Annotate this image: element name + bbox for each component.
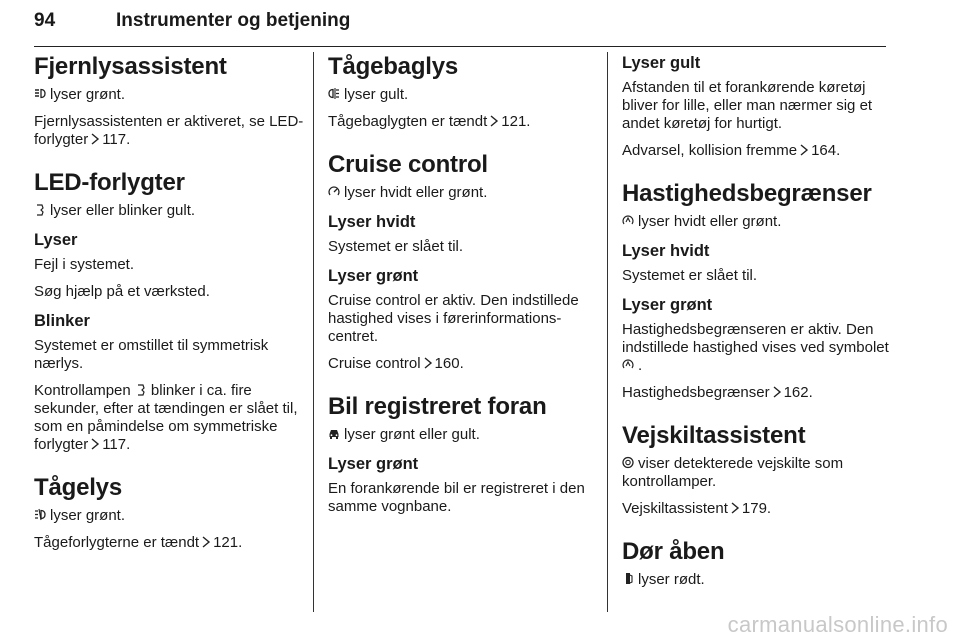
status-line: lyser hvidt eller grønt. xyxy=(622,213,892,231)
running-title: Instrumenter og betjening xyxy=(116,10,351,31)
status-line: lyser rødt. xyxy=(622,571,892,589)
status-line: lyser eller blinker gult. xyxy=(34,202,306,220)
paragraph: Systemet er slået til. xyxy=(328,238,464,255)
page-ref: 121. xyxy=(501,113,531,130)
section-title: Hastighedsbegrænser xyxy=(622,180,872,207)
paragraph: Kontrollampen blinker i ca. fire sekunder, efter at tændingen er slået til, som en påmindelse om symmetriske forlygter 117. xyxy=(34,382,298,453)
paragraph: Advarsel, kollision fremme 164. xyxy=(622,142,841,159)
status-line: lyser gult. xyxy=(328,86,600,104)
column-left xyxy=(34,52,306,561)
paragraph: Cruise control er aktiv. Den indstillede hastighed vises i førerinformations-centret. xyxy=(328,292,579,345)
page-ref-icon xyxy=(730,502,740,514)
led-headlight-icon xyxy=(34,203,46,216)
subheading: Lyser hvidt xyxy=(622,242,710,260)
page-ref-icon xyxy=(90,133,100,145)
column-right xyxy=(622,52,892,598)
rear-fog-light-icon xyxy=(328,87,340,100)
paragraph: Tågebaglygten er tændt 121. xyxy=(328,113,531,130)
subheading: Lyser xyxy=(34,231,78,249)
paragraph: Tågeforlygterne er tændt 121. xyxy=(34,534,243,551)
paragraph: Hastighedsbegrænseren er aktiv. Den indstillede hastighed vises ved symbolet . xyxy=(622,321,889,374)
high-beam-assist-icon xyxy=(34,87,46,100)
paragraph: Vejskiltassistent 179. xyxy=(622,500,772,517)
section-title: Vejskiltassistent xyxy=(622,422,806,449)
paragraph: En forankørende bil er registreret i den samme vognbane. xyxy=(328,480,585,515)
section-title: LED-forlygter xyxy=(34,169,185,196)
door-open-icon xyxy=(622,572,634,585)
page-ref: 117. xyxy=(102,131,131,148)
page-ref: 179. xyxy=(741,500,772,517)
page-ref-icon xyxy=(799,144,809,156)
paragraph: Systemet er slået til. xyxy=(622,267,758,284)
subheading: Lyser grønt xyxy=(622,296,713,314)
led-headlight-icon xyxy=(135,383,147,396)
status-line: lyser grønt eller gult. xyxy=(328,426,600,444)
page-ref-icon xyxy=(489,115,499,127)
page-header xyxy=(34,6,886,47)
column-divider xyxy=(607,52,608,612)
subheading: Lyser grønt xyxy=(328,267,419,285)
section-title: Fjernlysassistent xyxy=(34,53,227,80)
page-ref: 162. xyxy=(783,384,813,401)
section-title: Bil registreret foran xyxy=(328,393,547,420)
column-divider xyxy=(313,52,314,612)
front-fog-light-icon xyxy=(34,508,46,521)
vehicle-detected-icon xyxy=(328,427,340,440)
paragraph: Cruise control 160. xyxy=(328,355,464,372)
subheading: Lyser grønt xyxy=(328,455,419,473)
page-ref-icon xyxy=(201,536,211,548)
paragraph: Søg hjælp på et værksted. xyxy=(34,283,210,300)
page-ref: 160. xyxy=(434,355,464,372)
watermark: carmanualsonline.info xyxy=(727,612,948,637)
page-ref: 164. xyxy=(811,142,841,159)
paragraph: Fjernlysassistenten er aktiveret, se LED-forlygter 117. xyxy=(34,113,304,148)
page-ref-icon xyxy=(423,357,433,369)
status-line: lyser grønt. xyxy=(34,86,306,104)
status-line: viser detekterede vejskilte som kontrollamper. xyxy=(622,455,844,490)
page-ref-icon xyxy=(772,386,782,398)
page-ref: 117. xyxy=(102,436,131,453)
section-title: Cruise control xyxy=(328,151,488,178)
paragraph: Afstanden til et forankørende køretøj bliver for lille, eller man nærmer sig et andet køretøj for hurtigt. xyxy=(622,79,873,132)
paragraph: Fejl i systemet. xyxy=(34,256,135,273)
speed-limiter-icon xyxy=(622,214,634,227)
column-middle xyxy=(328,52,600,525)
section-title: Dør åben xyxy=(622,538,725,565)
subheading: Lyser gult xyxy=(622,54,701,72)
subheading: Blinker xyxy=(34,312,90,330)
paragraph: Systemet er omstillet til symmetrisk nærlys. xyxy=(34,337,269,372)
section-title: Tågelys xyxy=(34,474,122,501)
page-ref: 121. xyxy=(213,534,243,551)
page-ref-icon xyxy=(90,438,100,450)
status-line: lyser grønt. xyxy=(34,507,306,525)
status-line: lyser hvidt eller grønt. xyxy=(328,184,600,202)
section-title: Tågebaglys xyxy=(328,53,459,80)
subheading: Lyser hvidt xyxy=(328,213,416,231)
cruise-control-icon xyxy=(328,185,340,198)
paragraph: Hastighedsbegrænser 162. xyxy=(622,384,813,401)
speed-limiter-icon xyxy=(622,358,634,371)
page-number: 94 xyxy=(34,10,56,31)
traffic-sign-icon xyxy=(622,456,634,469)
